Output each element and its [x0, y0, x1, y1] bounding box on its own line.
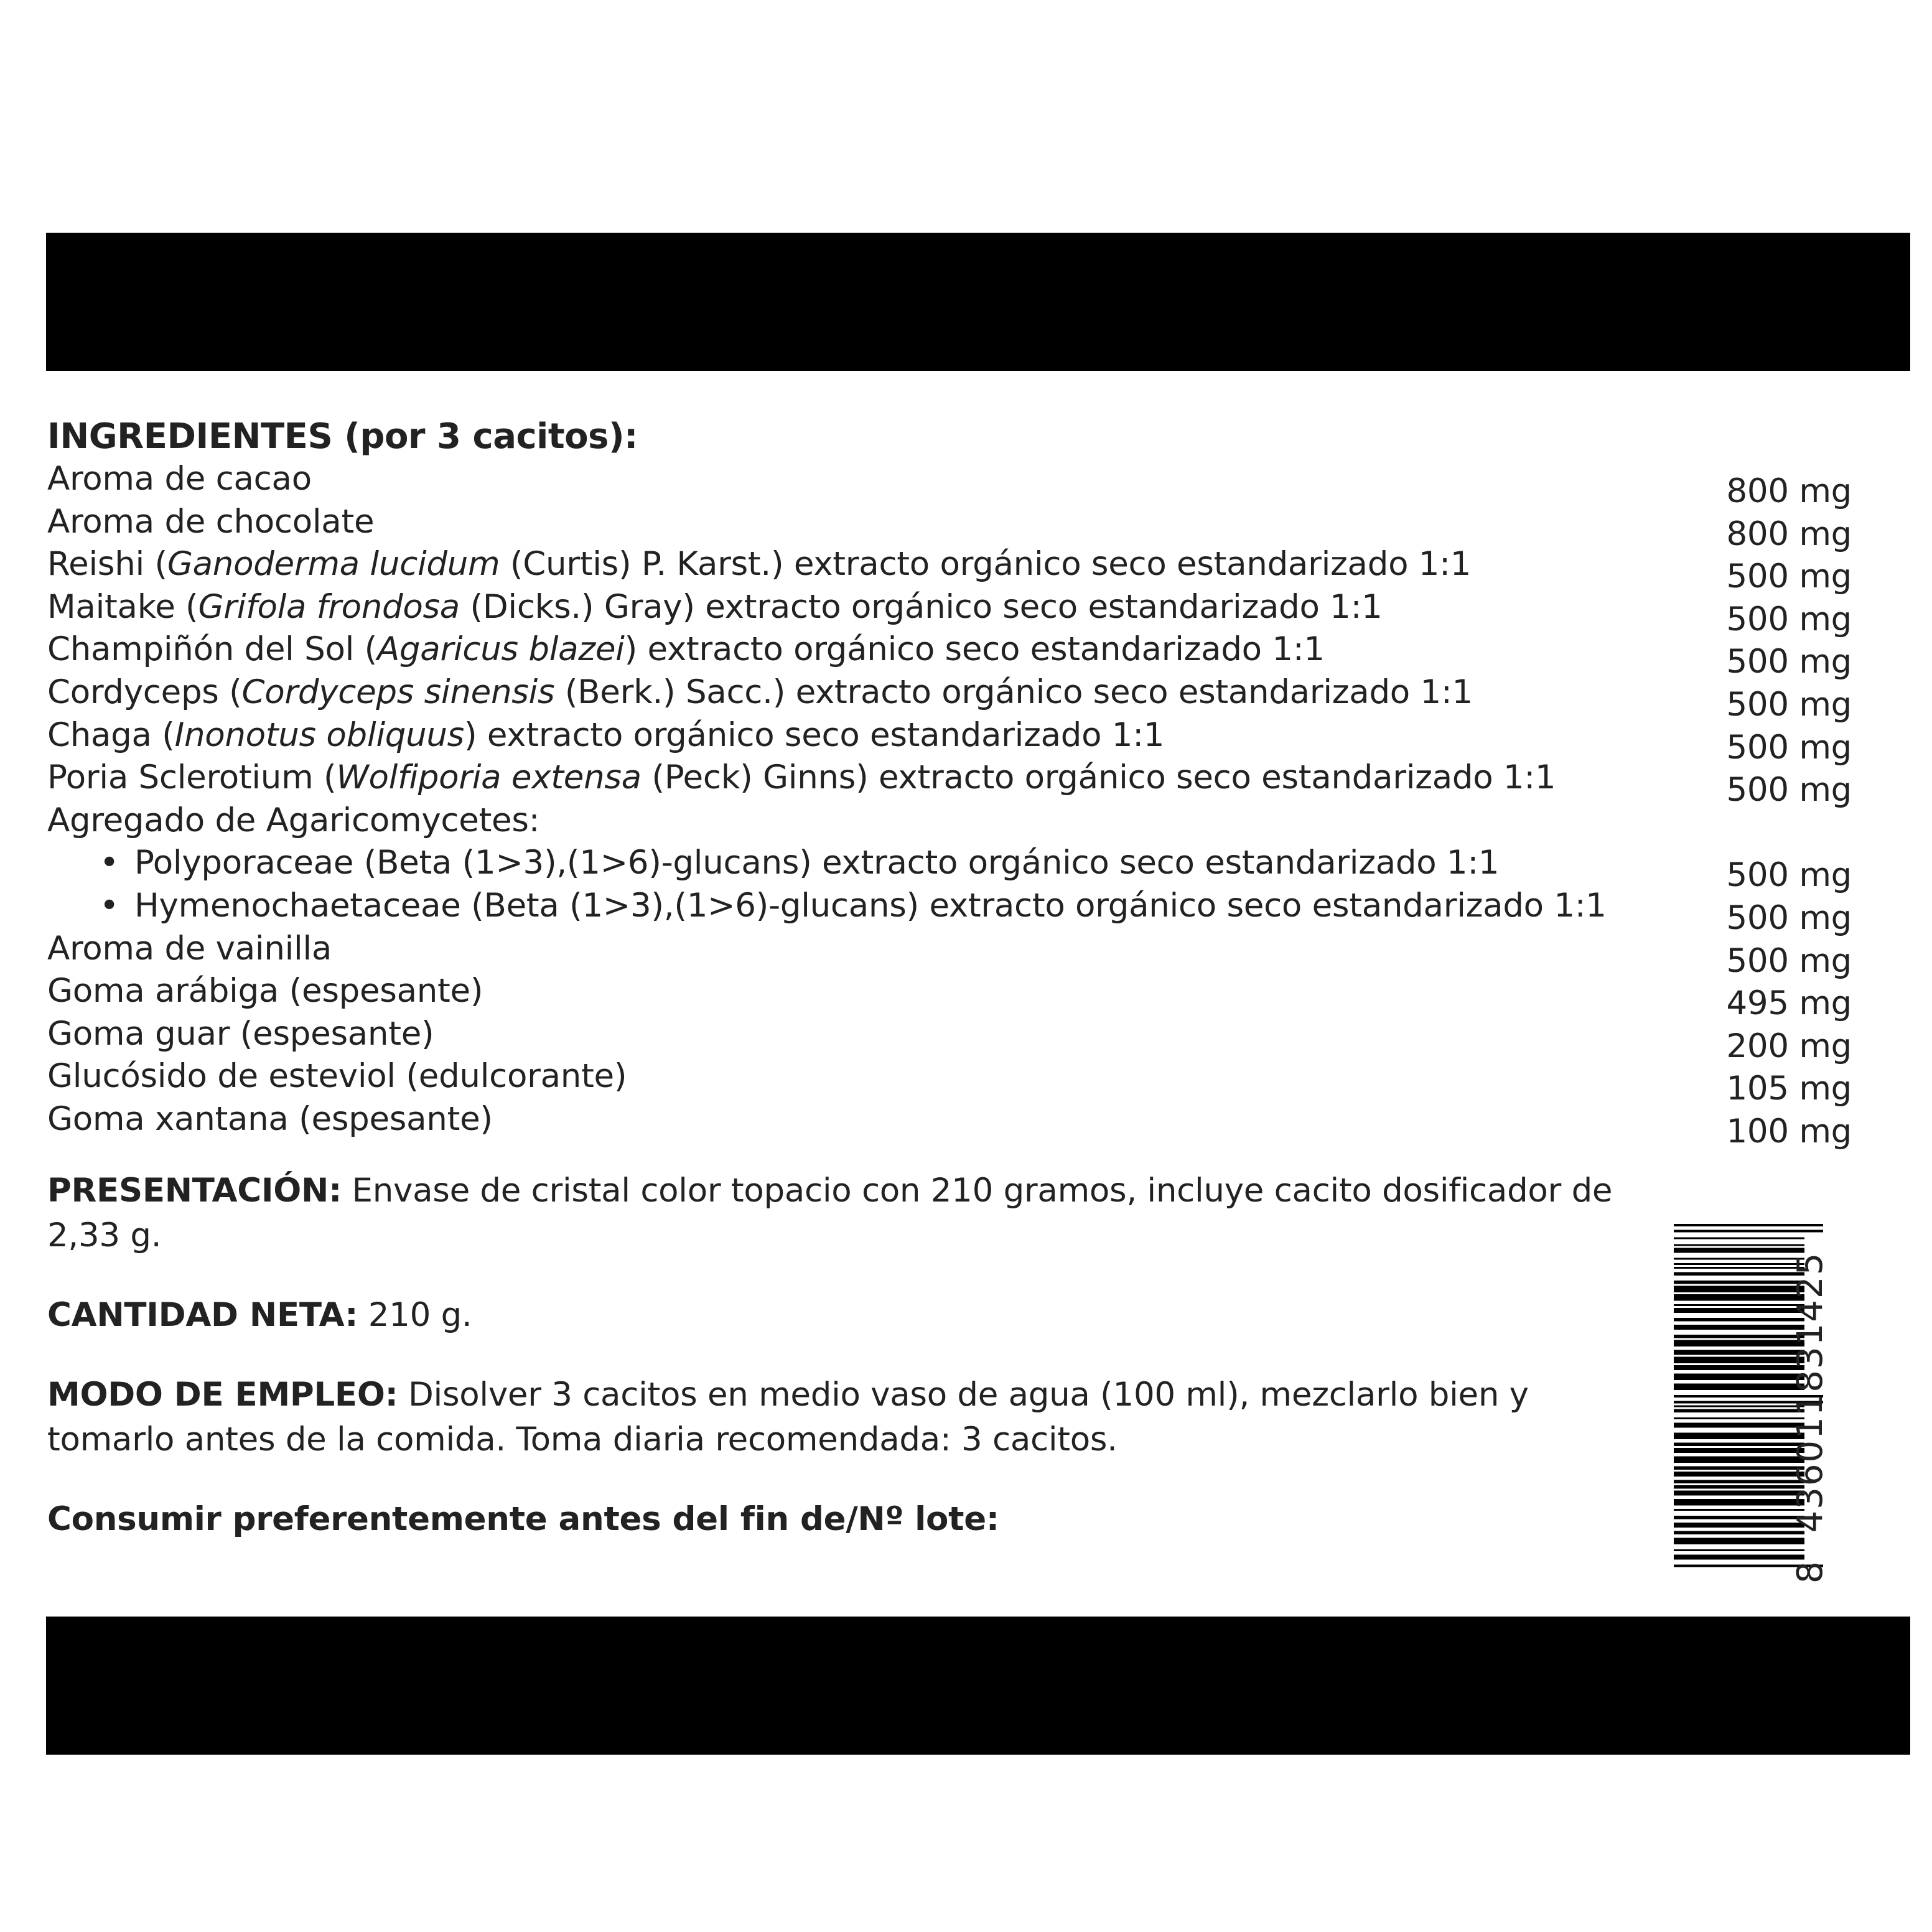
barcode-bar — [1674, 1230, 1823, 1233]
bullet-icon: • — [100, 886, 119, 925]
barcode-bar — [1674, 1263, 1804, 1265]
ingredient-text: Aroma de cacao — [47, 460, 312, 498]
ingredient-text: Goma guar (espesante) — [47, 1014, 434, 1053]
scientific-name: Agaricus blazei — [376, 630, 625, 669]
label-content — [47, 416, 1852, 1575]
presentation-paragraph — [47, 1169, 1665, 1258]
barcode-bar — [1674, 1365, 1804, 1370]
ingredient-sub-row — [47, 842, 1852, 895]
barcode-bar — [1674, 1244, 1804, 1246]
ingredient-sub-row — [47, 885, 1852, 937]
best-before-paragraph — [47, 1497, 1665, 1542]
ingredient-amount: 800 mg — [1726, 515, 1852, 553]
ingredient-row — [47, 757, 1852, 810]
ingredient-row — [47, 970, 1852, 1023]
ingredient-name — [47, 501, 374, 543]
scientific-name: Ganoderma lucidum — [167, 545, 500, 584]
ingredient-name — [47, 714, 1164, 757]
ingredient-row — [47, 1055, 1852, 1108]
ingredient-name — [134, 885, 1607, 927]
ingredient-text: Goma xantana (espesante) — [47, 1099, 493, 1138]
ingredient-amount: 495 mg — [1726, 984, 1852, 1023]
barcode-bar — [1674, 1448, 1804, 1453]
barcode-bar — [1674, 1286, 1804, 1293]
scientific-name: Inonotus obliquus — [174, 716, 464, 754]
best-before-label: Consumir preferentemente antes del fin de/Nº lote: — [47, 1500, 999, 1538]
barcode-bar — [1674, 1555, 1804, 1560]
barcode-bar — [1674, 1357, 1804, 1364]
barcode-bar — [1674, 1538, 1804, 1545]
barcode-bar — [1674, 1224, 1823, 1226]
ingredient-amount: 100 mg — [1726, 1112, 1852, 1150]
ingredient-name — [47, 1055, 627, 1098]
barcode-bar — [1674, 1523, 1804, 1528]
barcode-number — [1792, 1252, 1829, 1584]
barcode-bar — [1674, 1340, 1804, 1347]
ingredient-text: Cordyceps ( — [47, 673, 242, 711]
barcode-bar — [1674, 1443, 1804, 1447]
usage-text: Disolver 3 cacitos en medio vaso de agua (100 ml), mezclarlo bien y tomarlo antes de la comida. Toma diaria recomendada: 3 cacitos. — [47, 1375, 1529, 1458]
ingredient-name — [47, 628, 1325, 671]
ingredient-row — [47, 1013, 1852, 1065]
barcode-bar — [1674, 1294, 1804, 1301]
barcode-bar — [1674, 1433, 1804, 1440]
ingredients-list — [47, 458, 1852, 1150]
bullet-icon: • — [100, 844, 119, 882]
barcode-bar — [1674, 1516, 1804, 1519]
barcode-bar — [1674, 1549, 1804, 1551]
ingredient-row — [47, 501, 1852, 553]
barcode-bar — [1674, 1267, 1804, 1269]
barcode-bar — [1674, 1467, 1804, 1470]
ingredient-amount: 500 mg — [1726, 771, 1852, 810]
ingredient-text: (Dicks.) Gray) extracto orgánico seco estandarizado 1:1 — [459, 587, 1383, 626]
ingredient-text: ) extracto orgánico seco estandarizado 1:1 — [624, 630, 1325, 669]
ingredient-amount: 500 mg — [1726, 558, 1852, 596]
ingredient-text: Goma arábiga (espesante) — [47, 972, 483, 1010]
barcode-bar — [1674, 1485, 1804, 1489]
top-black-band — [46, 233, 1910, 371]
barcode-bar — [1674, 1499, 1804, 1506]
barcode-bar — [1674, 1409, 1804, 1413]
ingredient-text: Aroma de vainilla — [47, 929, 332, 968]
barcode-bar — [1674, 1531, 1804, 1535]
scientific-name: Cordyceps sinensis — [241, 673, 555, 711]
barcode-bar — [1674, 1238, 1804, 1239]
barcode-bar — [1674, 1491, 1804, 1496]
ingredient-name — [134, 842, 1499, 884]
ingredients-heading: INGREDIENTES (por 3 cacitos): — [47, 416, 638, 457]
barcode-bar — [1674, 1423, 1804, 1428]
ingredient-row — [47, 1098, 1852, 1150]
usage-label: MODO DE EMPLEO: — [47, 1375, 398, 1414]
ingredient-text: Maitake ( — [47, 587, 198, 626]
ingredient-row — [47, 586, 1852, 638]
ingredient-text: Reishi ( — [47, 545, 167, 584]
barcode-bar — [1674, 1350, 1804, 1355]
barcode-bar — [1674, 1272, 1804, 1276]
ingredient-text: (Curtis) P. Karst.) extracto orgánico seco estandarizado 1:1 — [500, 545, 1472, 584]
ingredient-name — [47, 543, 1471, 586]
ingredient-text: (Peck) Ginns) extracto orgánico seco estandarizado 1:1 — [641, 758, 1556, 797]
scientific-name: Wolfiporia extensa — [336, 758, 642, 797]
barcode-bar — [1674, 1308, 1804, 1313]
barcode-bar — [1674, 1457, 1804, 1463]
ingredient-text: Aroma de chocolate — [47, 502, 375, 541]
barcode-bar — [1674, 1304, 1804, 1306]
barcode-bar — [1674, 1417, 1804, 1419]
ingredient-amount: 500 mg — [1726, 941, 1852, 980]
ingredient-name — [47, 671, 1473, 714]
barcode-group-1: 436011 — [1790, 1392, 1831, 1533]
ingredient-text: Champiñón del Sol ( — [47, 630, 377, 669]
ingredient-amount: 800 mg — [1726, 472, 1852, 510]
barcode-bar — [1674, 1335, 1804, 1338]
ingredient-text: Chaga ( — [47, 716, 175, 754]
net-quantity-paragraph — [47, 1293, 1665, 1338]
ingredient-text: Agregado de Agaricomycetes: — [47, 801, 540, 839]
ingredient-amount: 500 mg — [1726, 728, 1852, 767]
ingredient-amount: 500 mg — [1726, 898, 1852, 937]
barcode-bar — [1674, 1480, 1804, 1484]
barcode-lead-digit: 8 — [1790, 1560, 1831, 1584]
ingredient-name — [47, 586, 1383, 628]
ingredient-amount: 500 mg — [1726, 600, 1852, 638]
ingredient-text: Poria Sclerotium ( — [47, 758, 337, 797]
ingredient-row — [47, 628, 1852, 681]
barcode-bar — [1674, 1406, 1804, 1407]
ingredient-amount: 500 mg — [1726, 643, 1852, 681]
ingredient-text: Hymenochaetaceae (Beta (1>3),(1>6)-glucans) extracto orgánico seco estandarizado 1:1 — [134, 886, 1607, 925]
barcode-bar — [1674, 1248, 1804, 1253]
barcode-group-2: 831425 — [1790, 1251, 1831, 1393]
bottom-black-band — [46, 1617, 1910, 1755]
presentation-label: PRESENTACIÓN: — [47, 1171, 342, 1210]
ingredient-text: Glucósido de esteviol (edulcorante) — [47, 1057, 627, 1096]
scientific-name: Grifola frondosa — [198, 587, 460, 626]
ingredient-row — [47, 800, 1852, 842]
ingredient-row — [47, 928, 1852, 980]
ingredient-name — [47, 800, 539, 842]
net-quantity-text: 210 g. — [368, 1295, 472, 1334]
usage-paragraph — [47, 1373, 1665, 1462]
ingredient-name — [47, 928, 332, 970]
ingredient-text: (Berk.) Sacc.) extracto orgánico seco estandarizado 1:1 — [554, 673, 1473, 711]
ingredient-name — [47, 757, 1556, 799]
presentation-text: Envase de cristal color topacio con 210 gramos, incluye cacito dosificador de 2,33 g. — [47, 1171, 1613, 1254]
barcode-bar — [1674, 1325, 1804, 1330]
barcode-bar — [1674, 1384, 1804, 1391]
ingredient-row — [47, 671, 1852, 724]
ingredient-text: ) extracto orgánico seco estandarizado 1:1 — [464, 716, 1165, 754]
barcode-bar — [1674, 1374, 1804, 1381]
ingredient-amount: 500 mg — [1726, 685, 1852, 724]
ingredient-name — [47, 458, 312, 500]
barcode-bar — [1674, 1318, 1804, 1322]
ingredient-amount: 105 mg — [1726, 1070, 1852, 1108]
ingredient-row — [47, 714, 1852, 767]
ingredient-name — [47, 970, 483, 1012]
ingredient-row — [47, 458, 1852, 510]
ingredient-text: Polyporaceae (Beta (1>3),(1>6)-glucans) extracto orgánico seco estandarizado 1:1 — [134, 844, 1500, 882]
ingredient-name — [47, 1098, 493, 1141]
ingredient-amount: 500 mg — [1726, 856, 1852, 895]
barcode-bar — [1674, 1472, 1804, 1477]
ingredient-row — [47, 543, 1852, 596]
net-quantity-label: CANTIDAD NETA: — [47, 1295, 358, 1334]
barcode-bar — [1674, 1258, 1804, 1260]
ingredient-name — [47, 1013, 434, 1055]
barcode-bar — [1674, 1281, 1804, 1284]
ingredient-amount: 200 mg — [1726, 1027, 1852, 1065]
barcode-bar — [1674, 1509, 1804, 1511]
